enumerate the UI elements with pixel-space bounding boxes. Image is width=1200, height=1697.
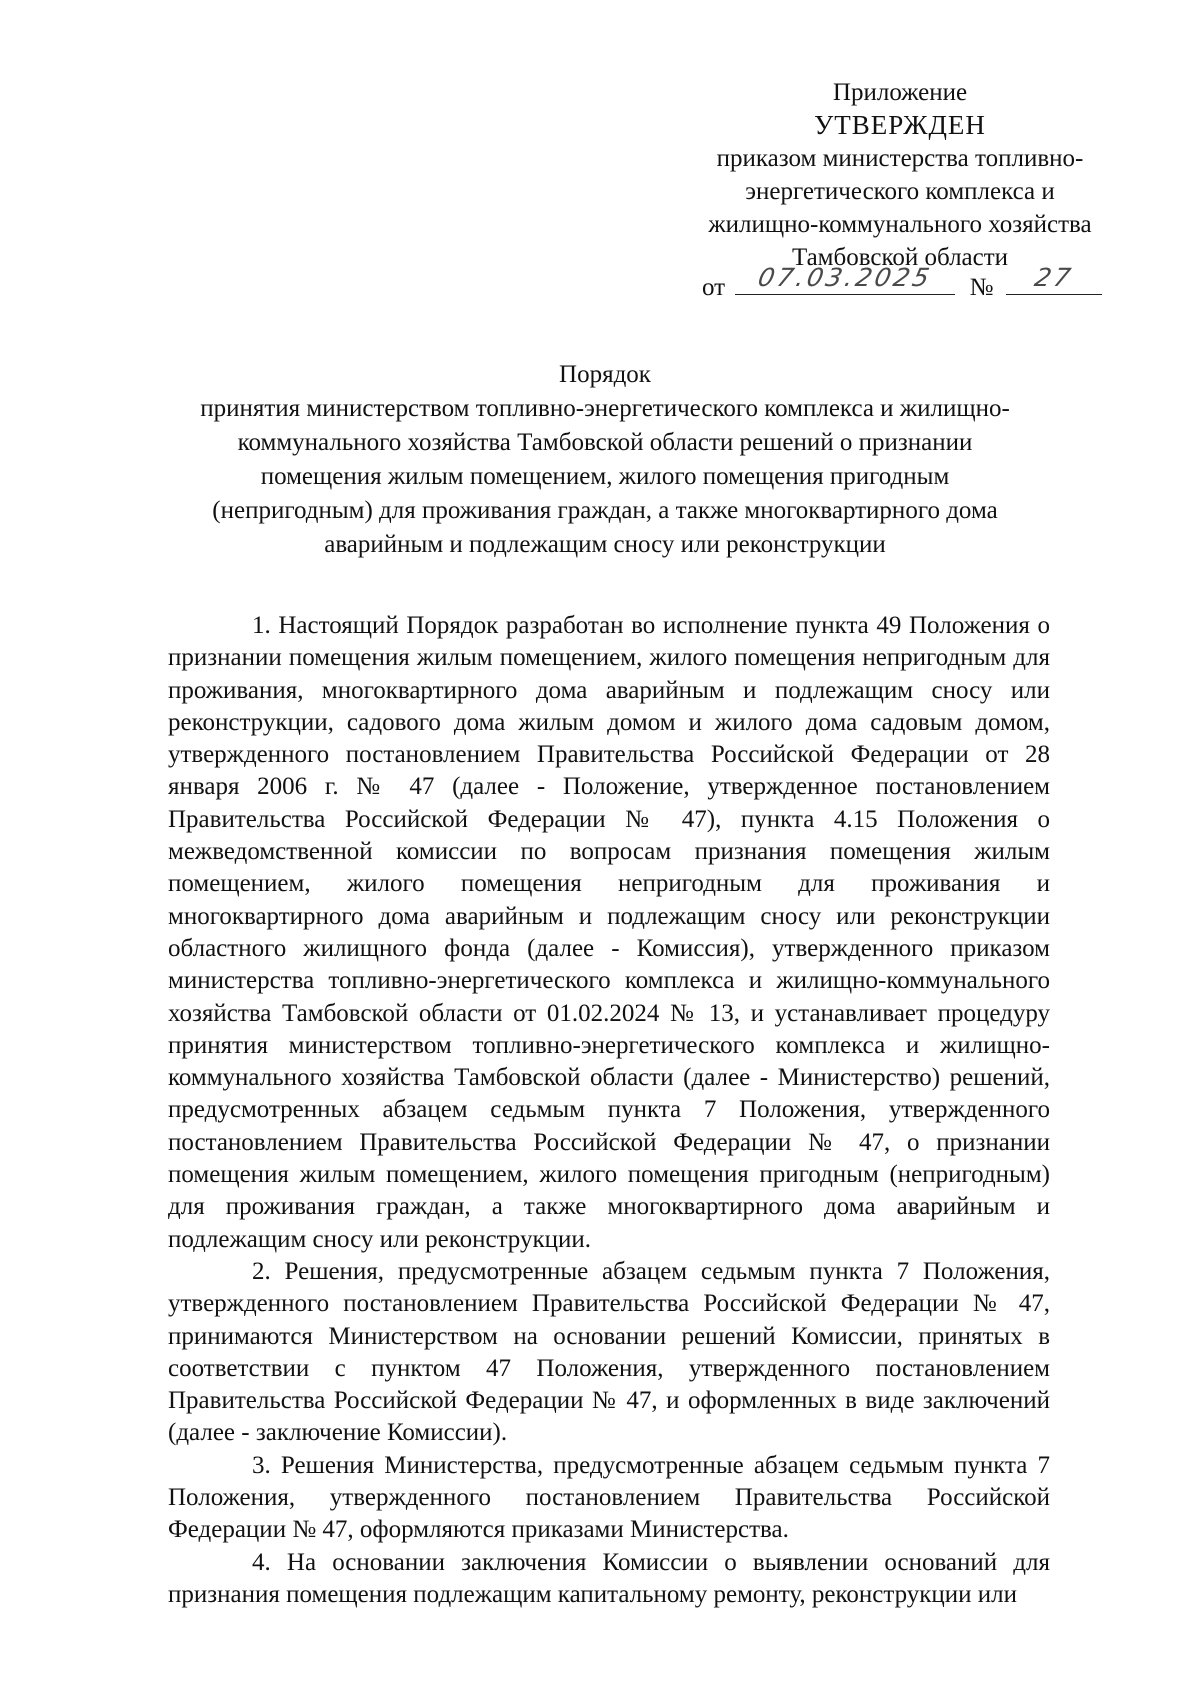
approval-stamp-block — [670, 76, 1130, 274]
handwritten-date: 07.03.2025 — [755, 263, 936, 292]
number-field — [1006, 263, 1102, 295]
number-prefix: № — [969, 274, 994, 301]
paragraph-4: 4. На основании заключения Комиссии о выявлении оснований для признания помещения подлежащим капитальному ремонту, реконструкции или — [168, 1548, 1050, 1608]
document-body — [168, 610, 1050, 1611]
paragraph-1: 1. Настоящий Порядок разработан во исполнение пункта 49 Положения о признании помещения жилым помещением, жилого помещения непригодным для проживания, многоквартирного дома аварийным и подлежащим сносу или реконструкции, садового дома жилым домом и жилого дома садовым домом, утвержденного постановлением Правительства Российской Федерации от 28 января 2006 г. № 47 (далее - Положение, утвержденное постановлением Правительства Российской Федерации № 47), пункта 4.15 Положения о межведомственной комиссии по вопросам признания помещения жилым помещением, жилого помещения непригодным для проживания и многоквартирного дома аварийным и подлежащим сносу или реконструкции областного жилищного фонда (далее - Комиссия), утвержденного приказом министерства топливно-энергетического комплекса и жилищно-коммунального хозяйства Тамбовской области от 01.02.2024 № 13, и устанавливает процедуру принятия министерством топливно-энергетического комплекса и жилищно-коммунального хозяйства Тамбовской области (далее - Министерство) решений, предусмотренных абзацем седьмым пункта 7 Положения, утвержденного постановлением Правительства Российской Федерации № 47, о признании помещения жилым помещением, жилого помещения пригодным (непригодным) для проживания граждан, а также многоквартирного дома аварийным и подлежащим сносу или реконструкции. — [168, 612, 1050, 1253]
date-number-line — [702, 263, 1102, 303]
date-prefix: от — [702, 274, 726, 301]
document-title-block — [160, 358, 1050, 562]
order-line: энергетического комплекса и — [745, 178, 1055, 205]
paragraph-2: 2. Решения, предусмотренные абзацем седьмым пункта 7 Положения, утвержденного постановлением Правительства Российской Федерации № 47, принимаются Министерством на основании решений Комиссии, принятых в соответствии с пунктом 47 Положения, утвержденного постановлением Правительства Российской Федерации № 47, и оформленных в виде заключений (далее - заключение Комиссии). — [168, 1257, 1050, 1447]
order-line: Тамбовской области — [791, 244, 1009, 271]
order-line: приказом министерства топливно- — [716, 145, 1084, 172]
title-line: принятия министерством топливно-энергетического комплекса и жилищно- — [200, 395, 1010, 422]
paragraph-3: 3. Решения Министерства, предусмотренные абзацем седьмым пункта 7 Положения, утвержденного постановлением Правительства Российской Федерации № 47, оформляются приказами Министерства. — [168, 1451, 1050, 1544]
document-heading: Порядок — [559, 361, 651, 388]
date-field — [735, 263, 955, 295]
approved-label: УТВЕРЖДЕН — [814, 110, 986, 140]
title-line: (непригодным) для проживания граждан, а также многоквартирного дома — [212, 497, 998, 524]
order-line: жилищно-коммунального хозяйства — [708, 211, 1092, 238]
title-line: аварийным и подлежащим сносу или реконструкции — [324, 531, 886, 558]
appendix-label: Приложение — [832, 79, 968, 106]
handwritten-number: 27 — [1031, 263, 1076, 292]
title-line: коммунального хозяйства Тамбовской области решений о признании — [237, 429, 973, 456]
title-line: помещения жилым помещением, жилого помещения пригодным — [260, 463, 950, 490]
